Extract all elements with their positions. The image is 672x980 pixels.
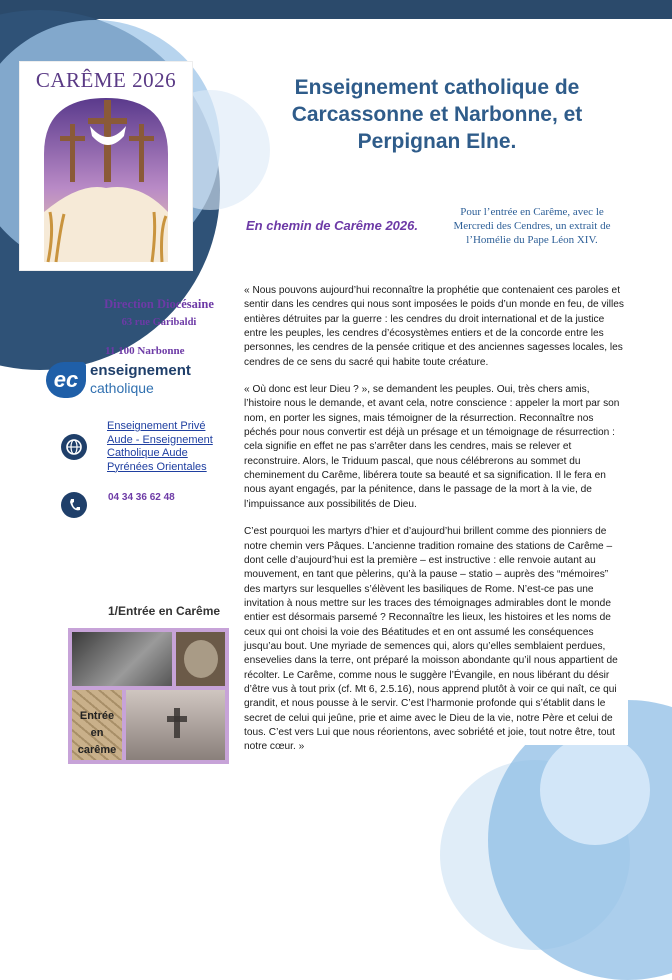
poster-illustration	[20, 62, 192, 270]
address-street: 63 rue Garibaldi	[121, 317, 197, 328]
ash-cross-icon	[165, 706, 189, 740]
globe-icon	[61, 434, 87, 460]
intro-note: Pour l’entrée en Carême, avec le Mercredi des Cendres, un extrait de l’Homélie du Pape Léon XIV.	[453, 206, 611, 246]
homily-paragraph-2: « Où donc est leur Dieu ? », se demandent les peuples. Oui, très chers amis, l’histoire nous le demande, et avant cela, notre conscience : appeler la mort par son nom, en porter les signes, mais témoigner de la résurrection. Reconnaître nos péchés pour nous convertir est déjà un présage et un témoignage de résurrection : cela signifie en effet ne pas s’arrêter dans les cendres, mais se relever et reconstruire. Alors, le Triduum pascal, que nous célébrerons au sommet du cheminement du Carême, libérera toute sa beauté et sa signification. Il le fera en nous ayant engagés, par la pénitence, dans le passage de la mort à la vie, de l’impuissance aux possibilités de Dieu.	[244, 384, 620, 510]
poster-title: CARÊME 2026	[35, 68, 177, 92]
logo-line2: catholique	[90, 380, 154, 396]
ash-wednesday-collage	[68, 628, 229, 764]
direction-label: Direction Diocésaine	[104, 297, 214, 311]
collage-bowl	[184, 640, 218, 678]
homily-excerpt	[244, 284, 624, 768]
subtitle-careme: En chemin de Carême 2026.	[246, 218, 418, 233]
homily-paragraph-3: C’est pourquoi les martyrs d’hier et d’aujourd’hui brillent comme des pionniers de notre chemin vers Pâques. L’ancienne tradition romaine des stations de Carême – dont celle d’aujourd’hui est la première – est instructive : elle renvoie autant au mouvement, en tant que pèlerins, qu’à la pause – statio – auprès des “mémoires” des martyrs sur lesquelles s’élèvent les basiliques de Rome. N’est-ce pas une invitation à nous mettre sur les traces des témoignages admirables dont le monde entier est désormais parsemé ? Reconnaître les lieux, les histoires et les noms de ceux qui ont choisi la voie des Béatitudes et en ont assumé les conséquences jusqu’au bout. Une myriade de semences qui, alors qu’elles semblaient perdues, ensevelies dans la terre, ont préparé la moisson abondante qu’il nous appartient de récolter. Le Carême, comme nous le suggère l’Évangile, en nous libérant du désir d’être vus à tout prix (cf. Mt 6, 2.5.16), nous apprend plutôt à voir ce qui naît, ce qui grandit, et nous pousse à le servir. C’est l’harmonie profonde qui s’établit dans le secret de celui qui jeûne, prie et aime avec le Dieu de la vie, notre Père et celui de tous. C’est vers Lui que nous réorientons, avec sobriété et joie, tout notre être, tout notre cœur. »	[244, 526, 618, 753]
careme-poster	[20, 62, 192, 270]
section-title: 1/Entrée en Carême	[108, 604, 221, 618]
collage-ashes-photo	[72, 632, 172, 686]
diocesan-direction	[84, 297, 234, 328]
collage-text: Entrée en carême	[77, 710, 117, 756]
enseignement-catholique-logo	[46, 362, 216, 400]
phone-number: 04 34 36 62 48	[108, 492, 175, 503]
page-title: Enseignement catholique de Carcassonne et Narbonne, et Perpignan Elne.	[291, 76, 583, 153]
logo-badge: ec	[46, 362, 86, 398]
logo-line1: enseignement	[90, 362, 191, 379]
phone-icon	[61, 492, 87, 518]
address-postcode: 11 100 Narbonne	[105, 345, 185, 357]
website-link[interactable]: Enseignement Privé Aude - Enseignement Catholique Aude Pyrénées Orientales	[107, 420, 213, 473]
top-bar	[0, 0, 672, 19]
homily-paragraph-1: « Nous pouvons aujourd’hui reconnaître la prophétie que contenaient ces paroles et sentir dans les cendres qui nous sont imposées le poids d’un monde en feu, de villes entières détruites par la guerre : les cendres du droit international et de la justice entre les peuples, les cendres d’écosystèmes entiers et de la concorde entre les personnes, les cendres de la pensée critique et des anciennes sagesses locales, les cendres de ce sens du sacré qui habite toute créature.	[244, 285, 624, 368]
